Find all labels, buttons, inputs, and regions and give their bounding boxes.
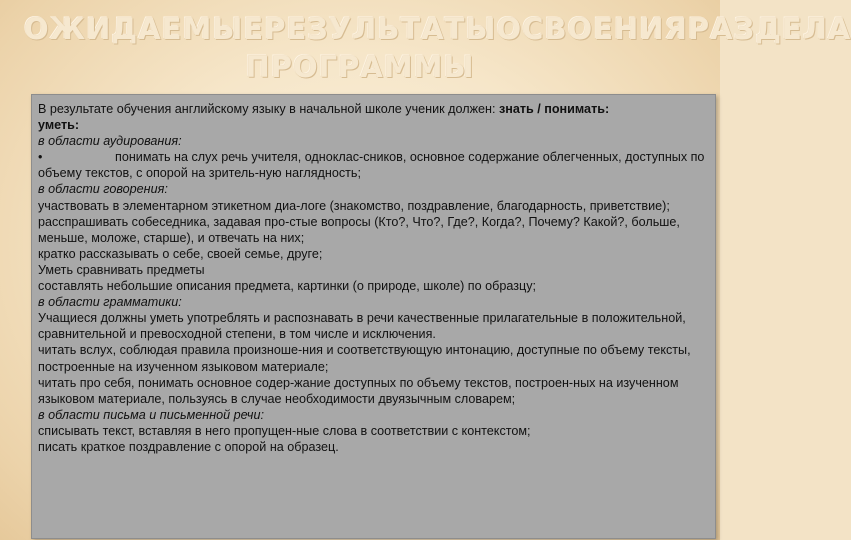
section-writing: в области письма и письменной речи: [38,407,264,422]
section-speaking: в области говорения: [38,182,168,197]
slide-title [20,10,851,86]
reading-item-1: читать вслух, соблюдая правила произноше-ния и соответствующую интонацию, доступные по объему тексты, построенные на изученном языковом материале; [38,343,691,374]
content-text [38,101,718,455]
title-word: РЕЗУЛЬТАТЫ [264,12,497,46]
writing-item-1: списывать текст, вставляя в него пропущен-ные слова в соответствии с контекстом; [38,423,531,438]
bullet-glyph: • [38,150,43,165]
speaking-item-3: кратко рассказывать о себе, своей семье, друге; [38,246,323,261]
title-line-2: ПРОГРАММЫ [245,50,475,84]
grammar-item-1: Учащиеся должны уметь употреблять и распознавать в речи качественные прилагательные в положительной, сравнительной и превосходной степени, в том числе и исключения. [38,311,686,342]
listening-item [38,149,718,181]
reading-item-2: читать про себя, понимать основное содер-жание доступных по объему текстов, построен-ных на изученном языковом материале, пользуясь в случае необходимости двуязычным словарем; [38,375,679,406]
intro-text: В результате обучения английскому языку в начальной школе ученик должен: [38,102,499,116]
speaking-item-1: участвовать в элементарном этикетном диа-логе (знакомство, поздравление, благодарность, приветствие); [38,198,670,213]
speaking-item-2: расспрашивать собеседника, задавая про-стые вопросы (Кто?, Что?, Где?, Когда?, Почему? Какой?, больше, меньше, моложе, старше), и отвечать на них; [38,214,680,245]
title-word: ОЖИДАЕМЫЕ [24,12,265,46]
writing-item-2: писать краткое поздравление с опорой на образец. [38,439,339,454]
speaking-item-5: составлять небольшие описания предмета, картинки (о природе, школе) по образцу; [38,279,536,294]
speaking-item-4: Уметь сравнивать предметы [38,262,205,277]
umet-label: уметь: [38,118,80,133]
title-word: ОСВОЕНИЯ [496,12,688,46]
section-listening: в области аудирования: [38,134,182,149]
title-word: РАЗДЕЛА [687,12,851,46]
title-line-1 [20,10,851,48]
listening-text: понимать на слух речь учителя, одноклас-сников, основное содержание облегченных, доступных по объему текстов, с опорой на зритель-ную наглядность; [38,150,705,181]
intro-paragraph [38,101,718,117]
section-grammar: в области грамматики: [38,295,182,310]
intro-bold: знать / понимать: [498,102,610,116]
